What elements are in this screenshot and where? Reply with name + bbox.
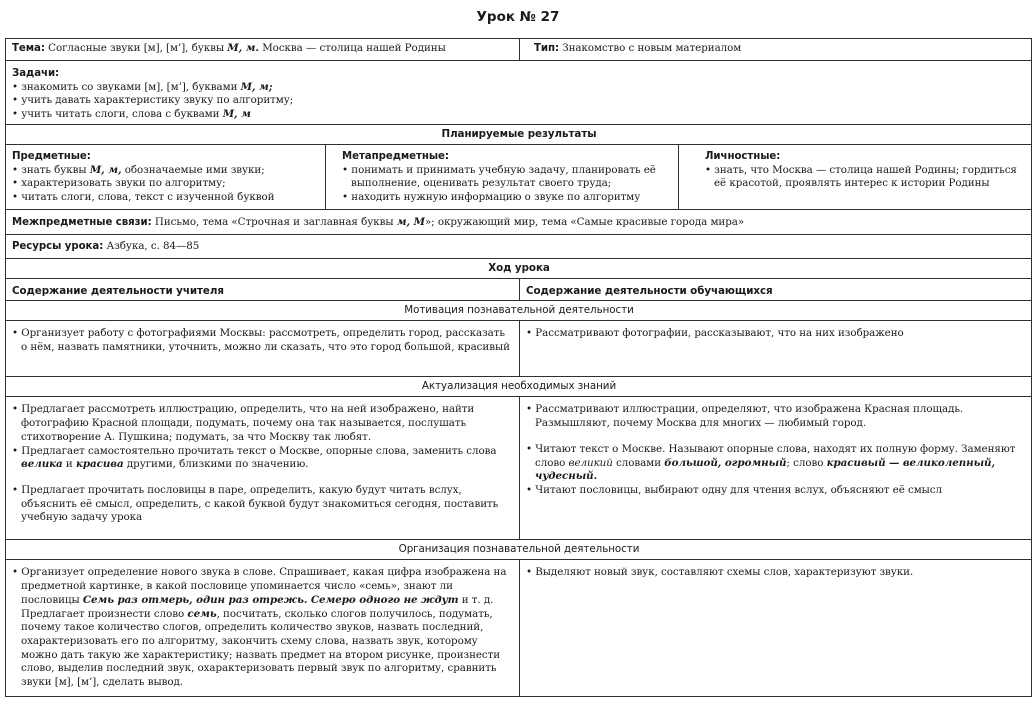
subject-result-item: • читать слоги, слова, текст с изученной буквой — [12, 191, 320, 205]
topic-label: Тема: — [12, 43, 45, 54]
motivation-students-text: • Рассматривают фотографии, рассказывают, что на них изображено — [526, 327, 1026, 341]
students-column-header: Содержание деятельности обучающихся — [520, 278, 1032, 301]
subject-results-cell — [6, 145, 326, 210]
lesson-title: Урок № 27 — [476, 9, 560, 25]
course-columns-row — [6, 278, 1032, 301]
actualization-heading-row — [6, 377, 1032, 397]
motivation-heading-row — [6, 301, 1032, 321]
organization-row — [6, 560, 1032, 697]
organization-heading-row — [6, 540, 1032, 560]
course-heading: Ход урока — [6, 259, 1032, 279]
actualization-students-item: • Рассматривают иллюстрации, определяют, что изображена Красная площадь. Размышляют, почему Москва для многих — любимый город. — [526, 403, 1026, 430]
topic-letters: М, м. — [227, 42, 259, 54]
meta-result-item: • понимать и принимать учебную задачу, планировать её выполнение, оценивать результат своего труда; — [342, 164, 673, 191]
motivation-teacher-text: • Организует работу с фотографиями Москвы: рассмотреть, определить город, рассказать о нём, назвать памятники, уточнить, можно ли сказать, что это город большой, красивый — [12, 327, 514, 354]
motivation-students-cell — [520, 321, 1032, 377]
actualization-row — [6, 397, 1032, 540]
motivation-row — [6, 321, 1032, 377]
tasks-label: Задачи: — [12, 68, 60, 79]
results-heading-row — [6, 125, 1032, 145]
resources-cell: Ресурсы урока: Азбука, с. 84—85 — [6, 235, 1032, 259]
results-row — [6, 145, 1032, 210]
resources-label: Ресурсы урока: — [12, 241, 104, 252]
actualization-students-item: • Читают пословицы, выбирают одну для чтения вслух, объясняют её смысл — [526, 484, 1026, 498]
actualization-heading: Актуализация необходимых знаний — [6, 377, 1032, 397]
organization-students-text: • Выделяют новый звук, составляют схемы слов, характеризуют звуки. — [526, 566, 1026, 580]
subject-result-item: • знать буквы М, м, обозначаемые ими звуки; — [12, 164, 320, 178]
links-cell: Межпредметные связи: Письмо, тема «Строчная и заглавная буквы м, М»; окружающий мир, тема «Самые красивые города мира» — [6, 210, 1032, 235]
task-item: • учить читать слоги, слова с буквами М, м — [12, 108, 1026, 122]
type-cell — [520, 39, 1032, 61]
topic-row — [6, 39, 1032, 61]
course-heading-row — [6, 259, 1032, 279]
personal-results-label: Личностные: — [705, 151, 781, 162]
organization-teacher-cell — [6, 560, 520, 697]
subject-result-item: • характеризовать звуки по алгоритму; — [12, 177, 320, 191]
actualization-teacher-item: • Предлагает рассмотреть иллюстрацию, определить, что на ней изображено, найти фотографию Красной площади, подумать, почему она так называется, послушать стихотворение А. Пушкина; подумать, за что Москву так любят. — [12, 403, 514, 444]
topic-tail: Москва — столица нашей Родины — [258, 42, 446, 54]
actualization-teacher-item: • Предлагает самостоятельно прочитать текст о Москве, опорные слова, заменить слова велика и красива другими, близкими по значению. — [12, 445, 514, 472]
type-label: Тип: — [534, 43, 560, 54]
links-label: Межпредметные связи: — [12, 217, 152, 228]
topic-text: Согласные звуки [м], [м’], буквы — [44, 42, 228, 54]
organization-teacher-text: • Организует определение нового звука в слове. Спрашивает, какая цифра изображена на предметной картинке, в какой пословице упоминается число «семь», знают ли пословицы Семь раз отмерь, один раз отрежь. Семеро одного не ждут и т. д. Предлагает произнести слово семь, посчитать, сколько слогов получилось, подумать, почему такое количество слогов, определить количество звуков, назвать последний, охарактеризовать его по алгоритму, закончить схему слова, назвать звук, которому можно дать такую же характеристику; назвать предмет на втором рисунке, произнести слово, выделив последний звук, охарактеризовать первый звук по алгоритму, сравнить звуки [м], [м’], сделать вывод. — [12, 566, 514, 689]
actualization-students-item: • Читают текст о Москве. Называют опорные слова, находят их полную форму. Заменяют слово великий словами большой, огромный; слово красивый — великолепный, чудесный. — [526, 443, 1026, 484]
task-item: • учить давать характеристику звуку по алгоритму; — [12, 94, 1026, 108]
meta-result-item: • находить нужную информацию о звуке по алгоритму — [342, 191, 673, 205]
lesson-plan-table — [5, 38, 1032, 697]
type-text: Знакомство с новым материалом — [559, 42, 742, 54]
actualization-teacher-item: • Предлагает прочитать пословицы в паре, определить, какую будут читать вслух, объяснить её смысл, определить, с какой буквой будут знакомиться сегодня, поставить учебную задачу урока — [12, 484, 514, 525]
meta-results-label: Метапредметные: — [342, 151, 449, 162]
organization-students-cell — [520, 560, 1032, 697]
motivation-heading: Мотивация познавательной деятельности — [6, 301, 1032, 321]
resources-row — [6, 235, 1032, 259]
personal-result-item: • знать, что Москва — столица нашей Родины; гордиться её красотой, проявлять интерес к истории Родины — [705, 164, 1026, 191]
motivation-teacher-cell — [6, 321, 520, 377]
topic-cell — [6, 39, 520, 61]
links-row — [6, 210, 1032, 235]
subject-results-label: Предметные: — [12, 151, 91, 162]
teacher-column-header: Содержание деятельности учителя — [6, 278, 520, 301]
tasks-cell — [6, 61, 1032, 125]
results-heading: Планируемые результаты — [6, 125, 1032, 145]
actualization-teacher-cell — [6, 397, 520, 540]
tasks-row — [6, 61, 1032, 125]
meta-results-cell — [326, 145, 679, 210]
actualization-students-cell — [520, 397, 1032, 540]
organization-heading: Организация познавательной деятельности — [6, 540, 1032, 560]
personal-results-cell — [679, 145, 1032, 210]
task-item: • знакомить со звуками [м], [м’], буквами М, м; — [12, 81, 1026, 95]
